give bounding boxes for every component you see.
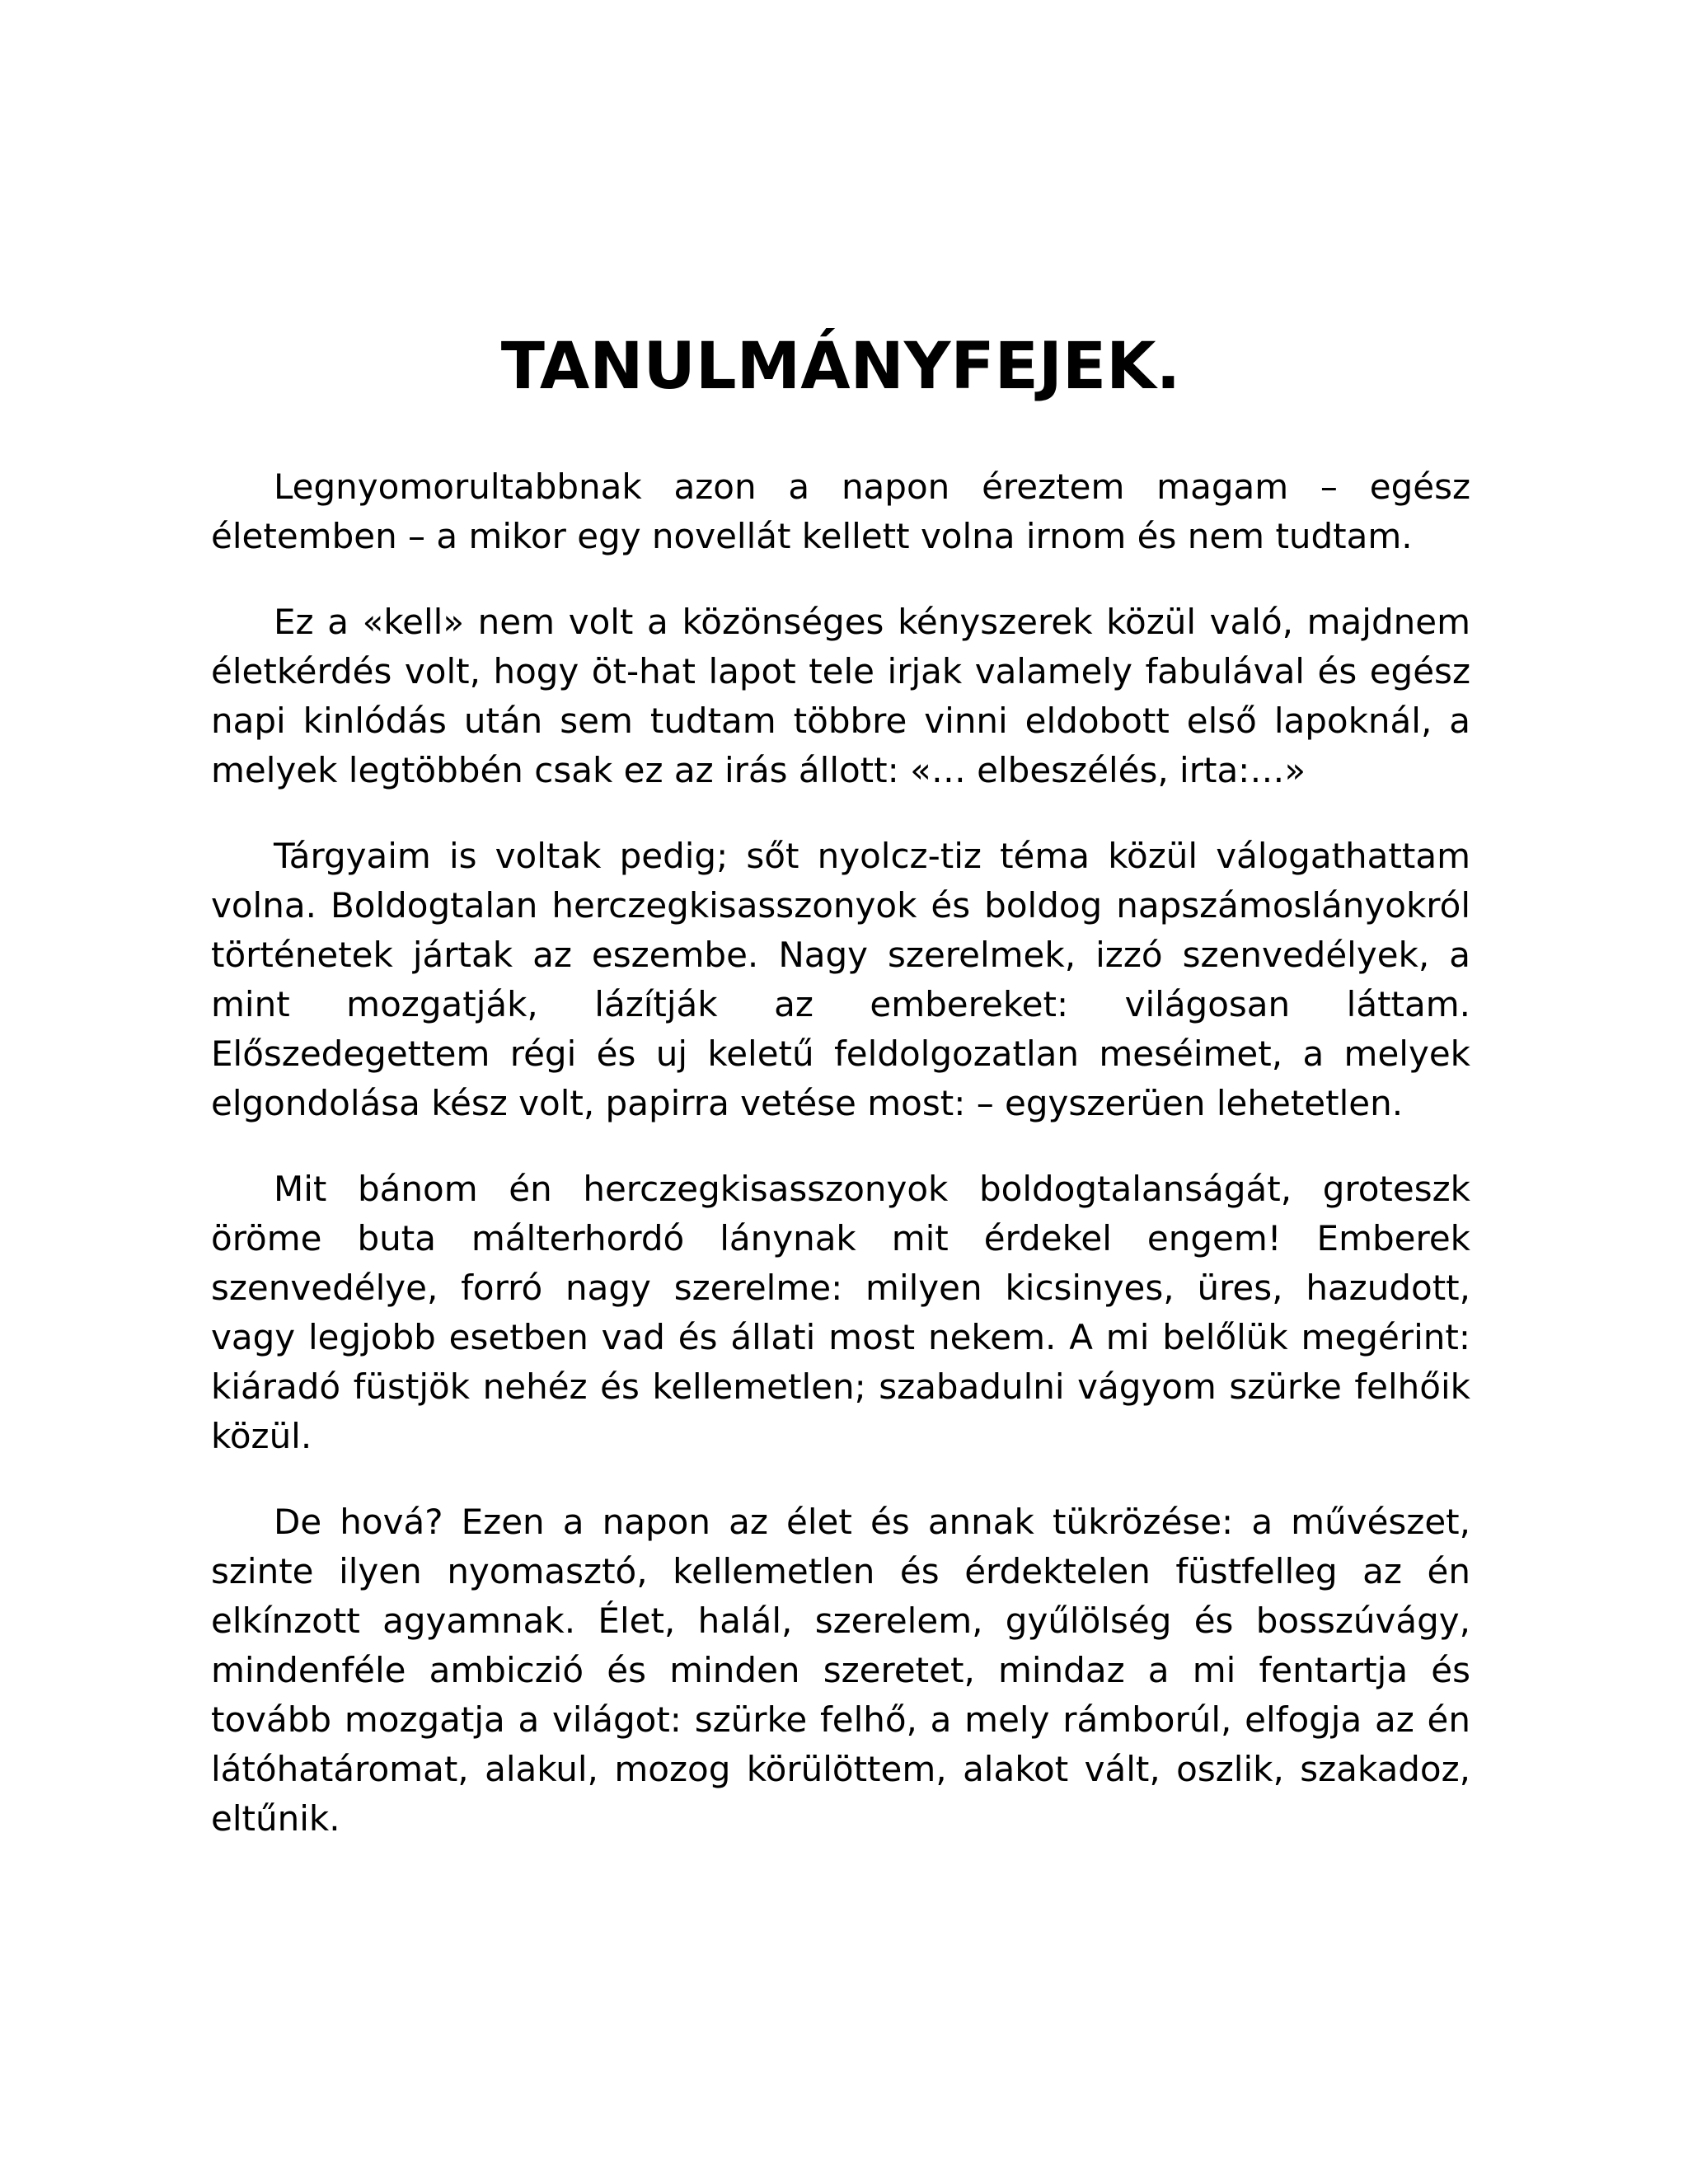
paragraph: Legnyomorultabbnak azon a napon éreztem magam – egész életemben – a mikor egy novellát kellett volna irnom és nem tudtam. (211, 466, 1470, 556)
paragraph: De hová? Ezen a napon az élet és annak tükrözése: a művészet, szinte ilyen nyomasztó, kellemetlen és érdektelen füstfelleg az én elkínzott agyamnak. Élet, halál, szerelem, gyűlölség és bosszúvágy, mindenféle ambiczió és minden szeretet, mindaz a mi fentartja és tovább mozgatja a világot: szürke felhő, a mely rámborúl, elfogja az én látóhatáromat, alakul, mozog körülöttem, alakot vált, oszlik, szakadoz, eltűnik. (211, 1502, 1470, 1839)
paragraph: Ez a «kell» nem volt a közönséges kényszerek közül való, majdnem életkérdés volt, hogy öt-hat lapot tele irjak valamely fabulával és egész napi kinlódás után sem tudtam többre vinni eldobott első lapoknál, a melyek legtöbbén csak ez az irás állott: «… elbeszélés, irta:…» (211, 602, 1470, 790)
paragraph: Tárgyaim is voltak pedig; sőt nyolcz-tiz téma közül válogathattam volna. Boldogtalan herczegkisasszonyok és boldog napszámoslányokról történetek jártak az eszembe. Nagy szerelmek, izzó szenvedélyek, a mint mozgatják, lázítják az embereket: világosan láttam. Előszedegettem régi és uj keletű feldolgozatlan meséimet, a melyek elgondolása kész volt, papirra vetése most: – egyszerüen lehetetlen. (211, 836, 1470, 1123)
paragraph: Mit bánom én herczegkisasszonyok boldogtalanságát, groteszk öröme buta málterhordó lánynak mit érdekel engem! Emberek szenvedélye, forró nagy szerelme: milyen kicsinyes, üres, hazudott, vagy legjobb esetben vad és állati most nekem. A mi belőlük megérint: kiáradó füstjök nehéz és kellemetlen; szabadulni vágyom szürke felhőik közül. (211, 1169, 1470, 1456)
document-page (211, 326, 1470, 1880)
page-title: TANULMÁNYFEJEK. (500, 330, 1181, 404)
